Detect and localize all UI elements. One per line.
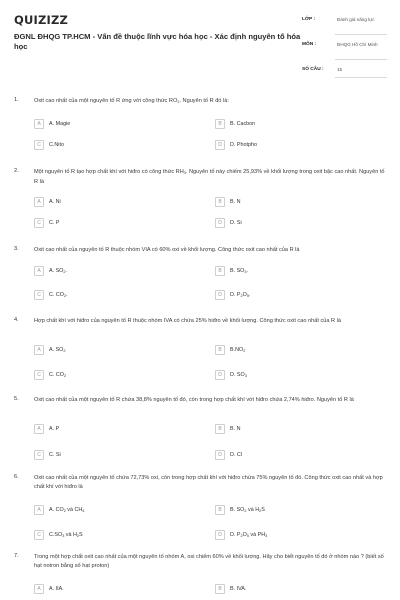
option-text: D. Cl xyxy=(230,452,242,458)
option-letter-box[interactable]: B xyxy=(215,345,225,355)
option-text: C.Nito xyxy=(49,142,64,148)
option-letter-box[interactable]: C xyxy=(34,140,44,150)
option-text: D. $SO_3$ xyxy=(230,372,247,378)
option-text: D. $P_2O_5$ và $PH_3$ xyxy=(230,532,268,538)
option-text: B. $SO_2$ và $H_2S$ xyxy=(230,507,265,513)
question-text: Oxit cao nhất của một nguyên tố R ứng với công thức $RO_2$. Nguyên tố R đó là: xyxy=(34,98,229,104)
option-letter-box[interactable]: C xyxy=(34,218,44,228)
option-text: B. $SO_3$. xyxy=(230,268,249,274)
meta-class-value: Đánh giá năng lực xyxy=(337,17,375,22)
option-text: A. Ni xyxy=(49,199,61,205)
option-text: D. Si xyxy=(230,220,242,226)
option-text: B. IVA. xyxy=(230,586,247,592)
question-text: Một nguyên tố R tạo hợp chất khí với hiđro có công thức $RH_3$. Nguyên tố này chiếm 25,93% về khối lượng trong oxit bậc cao nhất. Nguyên tố R là xyxy=(34,169,385,185)
option-letter-box[interactable]: D xyxy=(215,530,225,540)
question-text: Oxit cao nhất của nguyên tố R thuộc nhóm VIA có 60% oxi về khối lượng. Công thức oxit cao nhất của R là xyxy=(34,247,300,253)
meta-count-value: 15 xyxy=(337,67,343,72)
question-number: 2. xyxy=(14,168,19,174)
option-letter-box[interactable]: D xyxy=(215,450,225,460)
option-letter-box[interactable]: A xyxy=(34,424,44,434)
option-text: A. $SO_2$. xyxy=(49,268,68,274)
option-letter-box[interactable]: D xyxy=(215,370,225,380)
option-letter-box[interactable]: B xyxy=(215,424,225,434)
option-text: A. Magie xyxy=(49,121,71,127)
option-letter-box[interactable]: B xyxy=(215,584,225,594)
option-text: B. Cacbon xyxy=(230,121,256,127)
option-text: A. IIA. xyxy=(49,586,64,592)
option-text: D. Photpho xyxy=(230,142,257,148)
option-text: $B.NO_2$ xyxy=(230,347,246,353)
question-number: 5. xyxy=(14,396,19,402)
question-number: 4. xyxy=(14,317,19,323)
worksheet-header xyxy=(0,0,400,90)
option-text: A. P xyxy=(49,426,60,432)
worksheet-title: ĐGNL ĐHQG TP.HCM - Vấn đề thuộc lĩnh vực hóa học - Xác định nguyên tố hóa học xyxy=(14,32,301,51)
option-letter-box[interactable]: B xyxy=(215,197,225,207)
meta-subject-value: ĐHQG Hồ Chí Minh xyxy=(337,42,378,47)
question-number: 3. xyxy=(14,246,19,252)
meta-count-label: SỐ CÂU : xyxy=(302,67,324,72)
question-number: 6. xyxy=(14,474,19,480)
question-number: 1. xyxy=(14,97,19,103)
option-text: C. Si xyxy=(49,452,61,458)
option-letter-box[interactable]: D xyxy=(215,218,225,228)
option-letter-box[interactable]: C xyxy=(34,290,44,300)
option-letter-box[interactable]: B xyxy=(215,266,225,276)
option-letter-box[interactable]: A xyxy=(34,345,44,355)
option-text: $C.SO_3$ và $H_2S$ xyxy=(49,532,83,538)
option-letter-box[interactable]: A xyxy=(34,119,44,129)
option-text: C. P xyxy=(49,220,60,226)
meta-divider xyxy=(335,34,387,35)
question-text: Oxit cao nhất của một nguyên tố R chứa 38,8% nguyên tố đó, còn trong hợp chất khí với hiđro chứa 2,74% hiđro. Nguyên tố R là xyxy=(34,397,354,403)
option-letter-box[interactable]: C xyxy=(34,370,44,380)
meta-subject-label: MÔN : xyxy=(302,42,317,47)
option-text: A. $SO_2$ xyxy=(49,347,66,353)
option-letter-box[interactable]: C xyxy=(34,530,44,540)
option-text: A. $CO_2$ và $CH_4$ xyxy=(49,507,85,513)
meta-divider xyxy=(335,59,387,60)
option-text: C. $CO_2$ xyxy=(49,372,67,378)
option-text: C. $CO_2$. xyxy=(49,292,68,298)
option-letter-box[interactable]: B xyxy=(215,505,225,515)
quizizz-logo: QUIZIZZ xyxy=(14,13,69,27)
option-letter-box[interactable]: C xyxy=(34,450,44,460)
option-letter-box[interactable]: A xyxy=(34,266,44,276)
option-letter-box[interactable]: A xyxy=(34,505,44,515)
question-text: Oxit cao nhất của một nguyên tố chứa 72,73% oxi, còn trong hợp chất khí với hiđro chứa 75% nguyên tố đó. Công thức oxit cao nhất và hợp chất khí với hiđro là xyxy=(34,475,383,490)
option-text: B. N xyxy=(230,199,241,205)
option-letter-box[interactable]: B xyxy=(215,119,225,129)
question-text: Trong một hợp chất oxit cao nhất của một nguyên tố nhóm A, oxi chiếm 60% về khối lượng. Hãy cho biết nguyên tố đó ở nhóm nào ? (biết số hạt notron bằng số hạt proton) xyxy=(34,554,384,569)
question-number: 7. xyxy=(14,553,19,559)
option-letter-box[interactable]: D xyxy=(215,140,225,150)
option-letter-box[interactable]: D xyxy=(215,290,225,300)
meta-class-label: LỚP : xyxy=(302,17,316,22)
option-letter-box[interactable]: A xyxy=(34,584,44,594)
option-text: B. N xyxy=(230,426,241,432)
option-text: D. $P_2O_5$. xyxy=(230,292,251,298)
option-letter-box[interactable]: A xyxy=(34,197,44,207)
question-text: Hợp chất khí với hiđro của nguyên tố R thuộc nhóm IVA có chứa 25% hiđro về khối lượng. Công thức oxit cao nhất của R là xyxy=(34,318,341,324)
meta-divider xyxy=(335,77,387,78)
